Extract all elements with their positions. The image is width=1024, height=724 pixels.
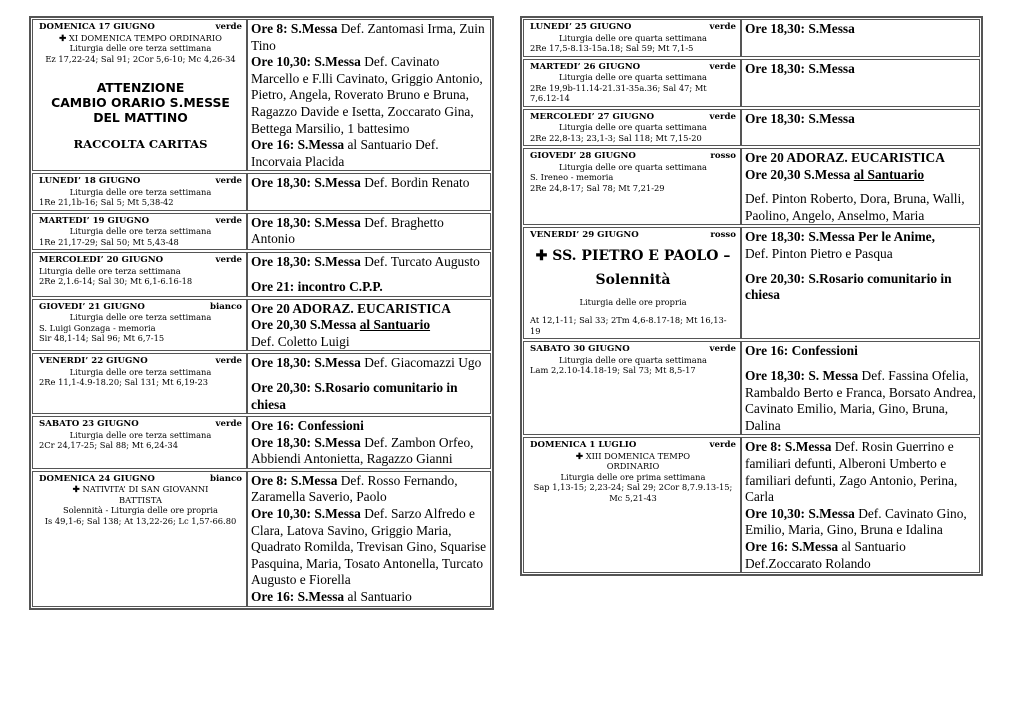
day-header <box>530 440 736 451</box>
day-name: MARTEDI’ 26 GIUGNO <box>530 61 641 72</box>
notice-line: DEL MATTINO <box>93 110 188 125</box>
liturgical-color: verde <box>709 22 736 32</box>
mass-intention: Def. Zambon Orfeo, Abbiendi Antonietta, Ragazzo Gianni <box>251 434 474 467</box>
day-header <box>530 112 736 123</box>
day-row <box>32 19 491 171</box>
liturgical-color: verde <box>215 255 242 266</box>
day-header <box>530 22 736 33</box>
spacer <box>530 289 736 297</box>
readings-line: 1Re 21,17-29; Sal 50; Mt 5,43-48 <box>39 236 179 247</box>
event-line: Ore 20 ADORAZ. EUCARISTICA <box>745 150 945 165</box>
mass-entry <box>251 355 488 372</box>
readings-line: 2Re 22,8-13; 23,1-3; Sal 118; Mt 7,15-20 <box>530 132 702 143</box>
liturgy-line: BATTISTA <box>119 494 162 505</box>
liturgical-color: verde <box>709 111 736 122</box>
liturgy-line: Liturgia delle ore propria <box>579 296 687 307</box>
mass-intention: Def. Coletto Luigi <box>251 333 350 349</box>
liturgy-line: Liturgia delle ore quarta settimana <box>558 354 708 365</box>
mass-intention: Def. Cavinato Gino, Emilio, Maria, Gino, Bruna e Idalina <box>745 505 967 538</box>
notice-line: ATTENZIONE <box>96 80 185 95</box>
mass-entry <box>251 473 488 506</box>
mass-entry <box>745 539 977 572</box>
day-name: VENERDI’ 22 GIUGNO <box>39 356 148 367</box>
day-name: MERCOLEDI’ 27 GIUGNO <box>530 111 655 122</box>
liturgy-cell <box>524 438 742 572</box>
mass-time: Ore 18,30: S.Messa <box>251 175 361 191</box>
feast-name: NATIVITA’ DI SAN GIOVANNI <box>82 484 209 495</box>
feast-name: XI DOMENICA TEMPO ORDINARIO <box>68 32 222 43</box>
mass-intention: Def. Pinton Pietro e Pasqua <box>745 245 893 261</box>
mass-time: Ore 8: S.Messa <box>251 21 338 36</box>
day-name: LUNEDI’ 18 GIUGNO <box>39 176 141 187</box>
mass-intention: al Santuario Def. Incorvaia Placida <box>251 137 439 169</box>
mass-time: Ore 8: S.Messa <box>745 439 832 455</box>
day-name: VENERDI’ 29 GIUGNO <box>530 230 639 241</box>
mass-intention: Def. Cavinato Marcello e F.lli Cavinato, Griggio Antonio, Pietro, Angela, Roverato Bruno e Bruna, Ragazzo Davide e Isetta, Zoccarato Gina, Bettega Marsilio, 1 battesimo <box>251 54 483 136</box>
mass-cell <box>742 60 979 106</box>
liturgy-line: Is 49,1-6; Sal 138; At 13,22-26; Lc 1,57-66.80 <box>44 515 237 526</box>
event-line: Ore 18,30: S.Messa Per le Anime, <box>745 229 935 245</box>
feast-title <box>39 33 242 44</box>
spacer <box>530 307 736 315</box>
mass-cell <box>742 20 979 56</box>
event-line: Ore 20 ADORAZ. EUCARISTICA <box>251 300 451 316</box>
liturgy-line: Liturgia delle ore terza settimana <box>69 186 212 197</box>
day-row <box>32 299 491 352</box>
day-name: DOMENICA 1 LUGLIO <box>530 440 637 451</box>
liturgical-color: verde <box>215 419 242 430</box>
readings-line: 2Re 17,5-8.13-15a.18; Sal 59; Mt 7,1-5 <box>530 43 694 53</box>
mass-time: Ore 16: S.Messa <box>251 137 345 153</box>
day-name: SABATO 30 GIUGNO <box>530 344 630 355</box>
event-line: Ore 16: Confessioni <box>251 418 364 434</box>
spacer <box>745 263 977 271</box>
readings-line: Liturgia delle ore terza settimana <box>39 265 181 276</box>
mass-intention: al Santuario Def.Zoccarato Rolando <box>745 538 906 571</box>
day-row <box>523 59 980 107</box>
readings-line: 2Re 19,9b-11.14-21.31-35a.36; Sal 47; Mt 7,6.12-14 <box>530 82 707 103</box>
notice-attention <box>39 80 242 125</box>
mass-intention: Def. Rosso Fernando, Zaramella Saverio, Paolo <box>251 472 458 505</box>
day-row <box>32 213 491 251</box>
mass-entry <box>745 506 977 539</box>
day-name: MERCOLEDI’ 20 GIUGNO <box>39 255 164 266</box>
mass-cell <box>248 417 490 468</box>
day-row <box>32 173 491 211</box>
readings-line: Sir 48,1-14; Sal 96; Mt 6,7-15 <box>39 333 165 344</box>
liturgical-color: rosso <box>710 230 736 241</box>
mass-cell <box>742 228 979 338</box>
day-row <box>523 148 980 225</box>
liturgy-cell <box>524 110 742 146</box>
liturgy-line: Liturgia delle ore terza settimana <box>69 429 212 440</box>
liturgy-line: Solennità - Liturgia delle ore propria <box>62 505 219 516</box>
mass-time: Ore 10,30: S.Messa <box>745 505 855 521</box>
solemnity-name: SS. PIETRO E PAOLO – <box>552 247 731 264</box>
mass-time: Ore 10,30: S.Messa <box>251 54 361 70</box>
mass-entry <box>251 435 488 468</box>
mass-intention: Def. Rosin Guerrino e familiari defunti, Alberoni Umberto e familiari defunti, Zago Antonio, Perina, Carla <box>745 439 958 505</box>
day-row <box>523 341 980 435</box>
mass-location: al Santuario <box>359 317 431 333</box>
day-row <box>523 227 980 339</box>
mass-entry <box>251 506 488 589</box>
day-name: GIOVEDI’ 28 GIUGNO <box>530 151 636 161</box>
liturgical-color: verde <box>215 215 242 226</box>
event-line: Ore 20,30: S.Rosario comunitario in chiesa <box>251 379 458 412</box>
day-header <box>39 356 242 367</box>
liturgy-line: Liturgia delle ore quarta settimana <box>558 122 708 132</box>
mass-cell <box>248 20 490 170</box>
mass-cell <box>248 472 490 606</box>
day-name: SABATO 23 GIUGNO <box>39 419 139 430</box>
liturgy-cell <box>33 174 248 210</box>
feast-title <box>530 451 736 462</box>
event-line: Ore 18,30: S.Messa <box>745 60 855 76</box>
day-name: GIOVEDI’ 21 GIUGNO <box>39 301 145 312</box>
day-row <box>32 353 491 414</box>
mass-time: Ore 18,30: S. Messa <box>745 367 859 383</box>
cross-icon: ✚ <box>59 32 69 43</box>
readings-line: S. Ireneo - memoria <box>530 172 614 182</box>
day-header <box>39 302 242 313</box>
mass-time: Ore 18,30: S.Messa <box>251 214 361 230</box>
liturgical-color: verde <box>215 22 242 32</box>
liturgical-color: rosso <box>710 151 736 161</box>
mass-cell <box>248 253 490 295</box>
solemnity-label: Solennità <box>595 271 671 288</box>
event-line: Ore 18,30: S.Messa <box>745 110 855 126</box>
mass-cell <box>248 174 490 210</box>
mass-entry <box>251 215 488 248</box>
day-row <box>32 252 491 296</box>
mass-entry <box>251 317 488 334</box>
liturgy-cell <box>524 342 742 434</box>
day-row <box>32 471 491 607</box>
spacer <box>745 183 977 191</box>
liturgy-line: Liturgia delle ore quarta settimana <box>558 72 708 82</box>
cross-icon: ✚ <box>72 484 83 495</box>
feast-title <box>39 484 242 495</box>
mass-entry <box>251 254 488 271</box>
mass-intention: Def. Sarzo Alfredo e Clara, Latova Savino, Griggio Maria, Quadrato Romilda, Trevisan Gino, Squarise Pasquina, Maria, Tosato Antonella, Turcato Augusto e Fiorella <box>251 506 487 588</box>
day-header <box>39 419 242 430</box>
readings-line: 2Cr 24,17-25; Sal 88; Mt 6,24-34 <box>39 440 178 451</box>
liturgy-cell <box>33 20 248 170</box>
cross-icon: ✚ <box>535 247 553 264</box>
mass-cell <box>742 110 979 146</box>
liturgical-color: verde <box>709 61 736 72</box>
mass-time: Ore 20,30 S.Messa <box>745 166 854 182</box>
mass-time: Ore 16: S.Messa <box>251 589 345 605</box>
spacer <box>251 372 488 380</box>
mass-time: Ore 8: S.Messa <box>251 472 338 488</box>
day-row <box>523 19 980 57</box>
event-line: Ore 16: Confessioni <box>745 343 858 359</box>
day-header <box>39 216 242 227</box>
mass-intention: Def. Zantomasi Irma, Zuin Tino <box>251 21 485 53</box>
liturgical-color: verde <box>709 440 736 451</box>
liturgical-color: verde <box>215 356 242 367</box>
mass-intention: Def. Braghetto Antonio <box>251 214 444 247</box>
liturgy-line: Liturgia delle ore prima settimana <box>560 471 706 482</box>
mass-time: Ore 18,30: S.Messa <box>251 434 361 450</box>
day-header <box>39 22 242 33</box>
mass-intention: Def. Giacomazzi Ugo <box>360 355 482 371</box>
mass-cell <box>742 149 979 224</box>
mass-intention: Def. Bordin Renato <box>360 175 470 191</box>
mass-time: Ore 20,30 S.Messa <box>251 317 360 333</box>
mass-intention: Def. Turcato Augusto <box>360 254 480 270</box>
day-name: LUNEDI’ 25 GIUGNO <box>530 22 632 32</box>
mass-entry <box>251 589 488 606</box>
liturgy-line: Liturgia delle ore terza settimana <box>69 366 212 377</box>
solemnity-title <box>530 247 736 265</box>
readings-line: S. Luigi Gonzaga - memoria <box>39 322 156 333</box>
mass-intention: al Santuario <box>344 589 412 605</box>
liturgy-cell <box>524 149 742 224</box>
event-line: Ore 20,30: S.Rosario comunitario in chiesa <box>745 270 952 303</box>
mass-intention: Def. Fassina Ofelia, Rambaldo Berto e Franca, Borsato Andrea, Cavinato Emilio, Maria, Gino, Bruna, Dalina <box>745 367 976 433</box>
notice-line: CAMBIO ORARIO S.MESSE <box>51 95 230 110</box>
readings-line: Lam 2,2.10-14.18-19; Sal 73; Mt 8,5-17 <box>530 365 696 376</box>
right-page-table <box>520 16 983 576</box>
mass-time: Ore 16: S.Messa <box>745 538 839 554</box>
mass-cell <box>248 354 490 413</box>
readings-line: At 12,1-11; Sal 33; 2Tm 4,6-8.17-18; Mt 16,13-19 <box>530 315 727 336</box>
day-header <box>39 255 242 266</box>
liturgy-line: Liturgia delle ore quarta settimana <box>558 32 708 43</box>
liturgy-cell <box>33 300 248 351</box>
mass-intention: Def. Pinton Roberto, Dora, Bruna, Walli, Paolino, Angelo, Anselmo, Maria <box>745 191 965 223</box>
liturgical-color: bianco <box>209 301 242 312</box>
readings-line: 2Re 2,1.6-14; Sal 30; Mt 6,1-6.16-18 <box>39 276 193 287</box>
liturgical-color: verde <box>709 344 736 355</box>
liturgical-color: verde <box>215 176 242 187</box>
spacer <box>745 360 977 368</box>
readings-line: 1Re 21,1b-16; Sal 5; Mt 5,38-42 <box>39 197 174 208</box>
mass-location: al Santuario <box>853 166 925 182</box>
event-line: Ore 18,30: S.Messa <box>745 21 855 36</box>
liturgy-cell <box>33 253 248 295</box>
mass-entry <box>745 439 977 505</box>
day-header <box>530 230 736 241</box>
liturgy-line: Liturgia delle ore quarta settimana <box>558 161 708 172</box>
day-header <box>39 474 242 485</box>
liturgy-line: Liturgia delle ore terza settimana <box>69 226 212 237</box>
mass-time: Ore 18,30: S.Messa <box>251 254 361 270</box>
mass-entry <box>251 137 488 170</box>
liturgy-cell <box>524 20 742 56</box>
feast-name: XIII DOMENICA TEMPO <box>585 450 691 461</box>
day-row <box>523 437 980 573</box>
liturgy-cell <box>33 417 248 468</box>
day-row <box>523 109 980 147</box>
event-line: Ore 21: incontro C.P.P. <box>251 278 383 294</box>
liturgy-cell <box>33 472 248 606</box>
mass-time: Ore 10,30: S.Messa <box>251 506 361 522</box>
mass-entry <box>251 21 488 54</box>
day-header <box>530 62 736 73</box>
mass-entry <box>745 167 977 184</box>
readings-line: 2Re 24,8-17; Sal 78; Mt 7,21-29 <box>530 182 665 193</box>
mass-time: Ore 18,30: S.Messa <box>251 355 361 371</box>
mass-cell <box>248 214 490 250</box>
mass-cell <box>742 342 979 434</box>
liturgy-line: ORDINARIO <box>606 461 660 472</box>
notice-raccolta: RACCOLTA CARITAS <box>73 137 208 151</box>
day-header <box>530 344 736 355</box>
liturgy-line: Ez 17,22-24; Sal 91; 2Cor 5,6-10; Mc 4,26-34 <box>45 53 236 64</box>
liturgy-cell <box>33 214 248 250</box>
day-row <box>32 416 491 469</box>
day-name: DOMENICA 24 GIUGNO <box>39 473 155 484</box>
liturgy-line: Liturgia delle ore terza settimana <box>69 43 212 53</box>
day-header <box>530 151 736 162</box>
liturgy-cell <box>33 354 248 413</box>
day-name: DOMENICA 17 GIUGNO <box>39 22 155 32</box>
liturgy-cell <box>524 60 742 106</box>
mass-entry <box>745 368 977 434</box>
mass-entry <box>251 175 488 192</box>
liturgy-line: Liturgia delle ore terza settimana <box>69 312 212 323</box>
mass-entry <box>251 54 488 137</box>
spacer <box>251 271 488 279</box>
mass-cell <box>742 438 979 572</box>
left-page-table <box>29 16 494 610</box>
mass-cell <box>248 300 490 351</box>
liturgical-color: bianco <box>209 473 242 484</box>
day-header <box>39 176 242 187</box>
cross-icon: ✚ <box>575 450 586 461</box>
liturgy-line: Sap 1,13-15; 2,23-24; Sal 29; 2Cor 8,7.9.13-15; Mc 5,21-43 <box>533 482 733 503</box>
liturgy-cell <box>524 228 742 338</box>
day-name: MARTEDI’ 19 GIUGNO <box>39 215 150 226</box>
readings-line: 2Re 11,1-4.9-18.20; Sal 131; Mt 6,19-23 <box>39 377 209 388</box>
